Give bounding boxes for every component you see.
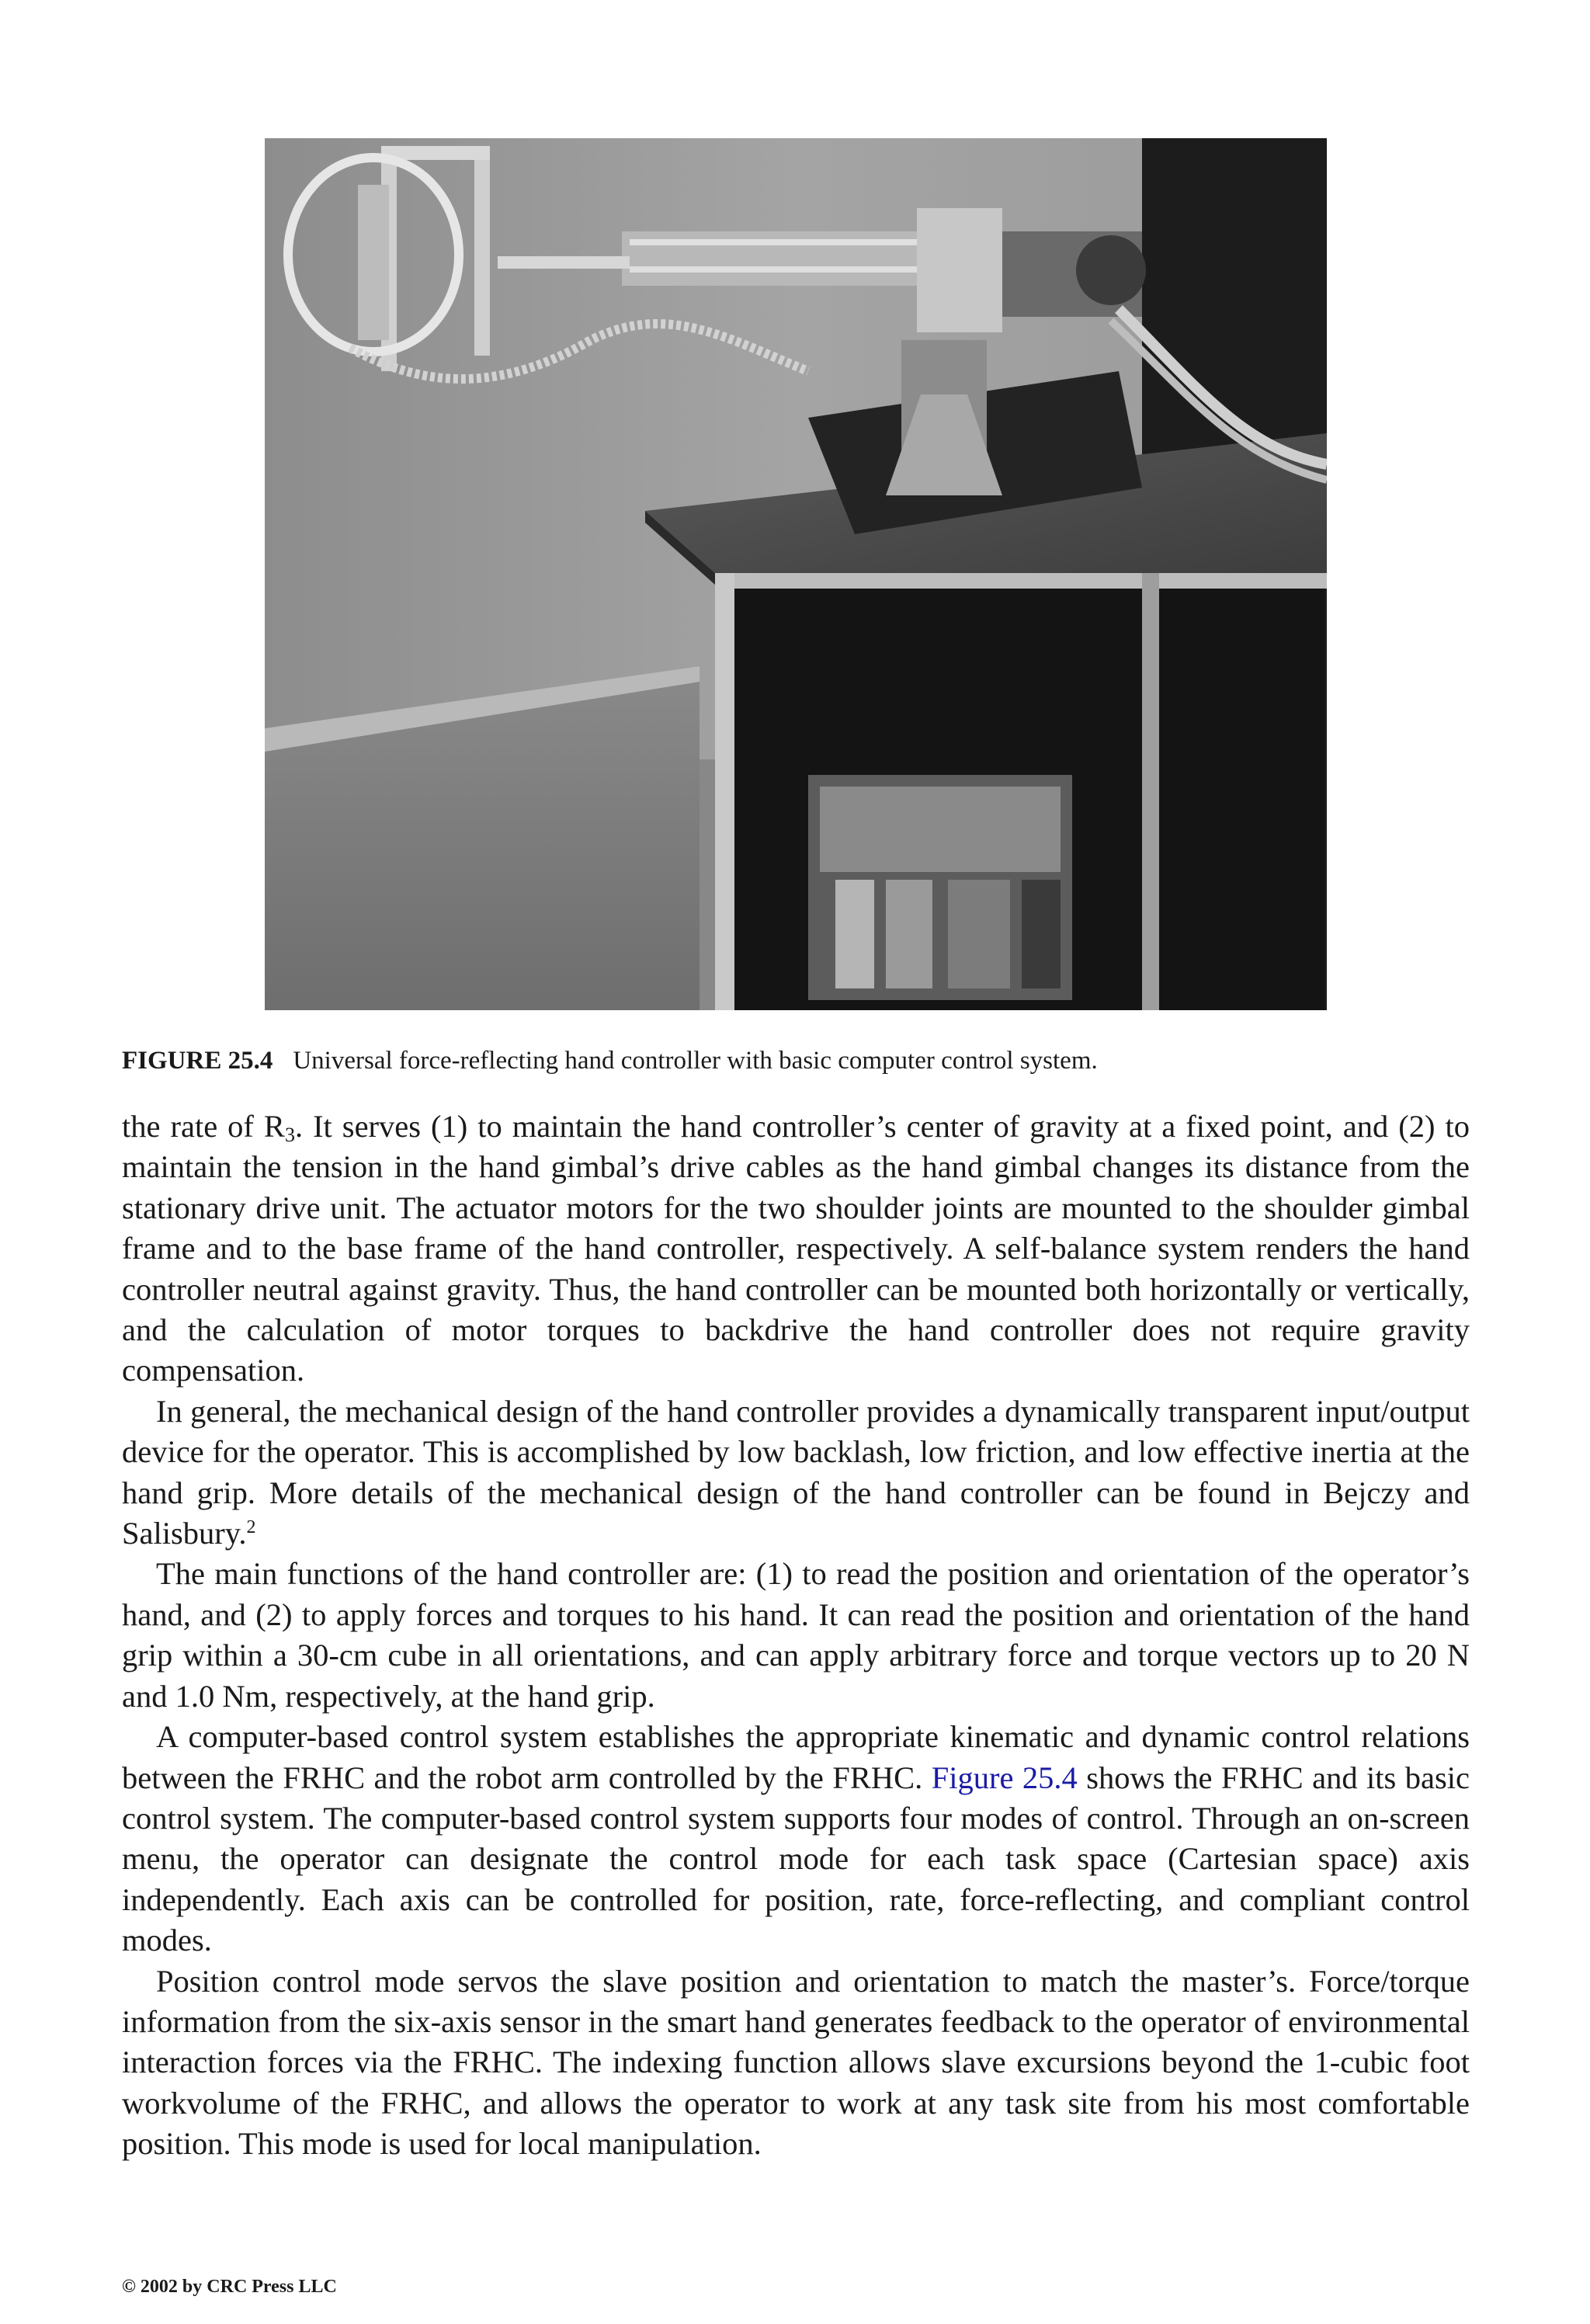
figure-photo bbox=[265, 138, 1327, 1010]
figure-label: FIGURE 25.4 bbox=[122, 1047, 273, 1075]
paragraph-4 bbox=[122, 1717, 1470, 1961]
body-text bbox=[122, 1106, 1470, 2165]
copyright-footer: © 2002 by CRC Press LLC bbox=[122, 2277, 337, 2297]
reference-superscript: 2 bbox=[246, 1517, 256, 1538]
paragraph-1-text-b: . It serves (1) to maintain the hand controller’s center of gravity at a fixed point, and (2) to maintain the tension in the hand gimbal’s drive cables as the hand gimbal changes its distance from the stationary drive unit. The actuator motors for the two shoulder joints are mounted to the shoulder gimbal frame and to the base frame of the hand controller, respectively. A self-balance system renders the hand controller neutral against gravity. Thus, the hand controller can be mounted both horizontally or vertically, and the calculation of motor torques to backdrive the hand controller does not require gravity compensation. bbox=[122, 1109, 1470, 1388]
paragraph-3 bbox=[122, 1554, 1470, 1717]
figure-link[interactable]: Figure 25.4 bbox=[931, 1760, 1078, 1795]
paragraph-4-text-a: A computer-based control system establishes the appropriate kinematic and dynamic control relations between the FRHC and the robot arm controlled by the FRHC. bbox=[122, 1719, 1470, 1795]
figure-caption bbox=[122, 1044, 1473, 1078]
paragraph-3-text: The main functions of the hand controller are: (1) to read the position and orientation of the operator’s hand, and (2) to apply forces and torques to his hand. It can read the position and orientation of the hand grip within a 30-cm cube in all orientations, and can apply arbitrary force and torque vectors up to 20 N and 1.0 Nm, respectively, at the hand grip. bbox=[122, 1556, 1470, 1714]
paragraph-2-text: In general, the mechanical design of the hand controller provides a dynamically transparent input/output device for the operator. This is accomplished by low backlash, low friction, and low effective inertia at the hand grip. More details of the mechanical design of the hand controller can be found in Bejczy and Salisbury. bbox=[122, 1393, 1470, 1551]
subscript: 3 bbox=[284, 1124, 295, 1146]
figure-caption-text: Universal force-reflecting hand controller with basic computer control system. bbox=[293, 1047, 1098, 1075]
paragraph-5 bbox=[122, 1961, 1470, 2165]
paragraph-5-text: Position control mode servos the slave position and orientation to match the master’s. Force/torque information from the six-axis sensor in the smart hand generates feedback to the operator of environmental interaction forces via the FRHC. The indexing function allows slave excursions beyond the 1-cubic foot workvolume of the FRHC, and allows the operator to work at any task site from his most comfortable position. This mode is used for local manipulation. bbox=[122, 1963, 1470, 2162]
paragraph-1 bbox=[122, 1106, 1470, 1391]
paragraph-4-text-b: shows the FRHC and its basic control system. The computer-based control system supports four modes of control. Through an on-screen menu, the operator can designate the control mode for each task space (Cartesian space) axis independently. Each axis can be controlled for position, rate, force-reflecting, and compliant control modes. bbox=[122, 1760, 1470, 1958]
paragraph-1-text-a: the rate of R bbox=[122, 1109, 285, 1144]
paragraph-2 bbox=[122, 1391, 1470, 1555]
